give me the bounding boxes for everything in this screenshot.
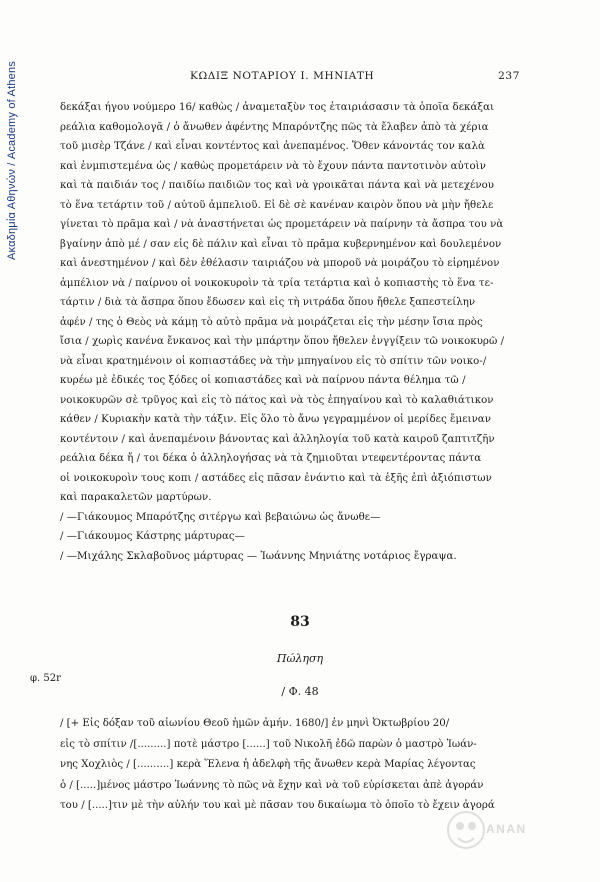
text-line: τὸ ἕνα τετάρτιν τοῦ / αὐτοῦ ἀμπελιοῦ. Εἰ δὲ σὲ κανέναν καιρὸν ὅπου νὰ μὴν ἤθελε xyxy=(60,199,494,211)
document-83-text xyxy=(60,714,530,817)
text-line: τάρτιν / διὰ τὰ ἄσπρα ὅπου ἔδωσεν καὶ εἰς τὴ νιτράδα ὅπου ἤθελε ξαπεστείλην xyxy=(60,297,476,308)
text-line: ρεάλια καθομολογᾶ / ὁ ἄνωθεν ἀφέντης Μπαρόντζης πῶς τὰ ἔλαβεν ἀπὸ τὰ χέρια xyxy=(60,121,489,133)
text-line: τοῦ μισὲρ Τζάνε / καὶ εἶναι κοντέντος καὶ ἀνεπαμένος. Ὅθεν κάνοντάς τον καλὰ xyxy=(60,141,485,152)
text-line: γίνεται τὸ πρᾶμα καὶ / νὰ ἀναστήνεται ὡς προμετάρειν νὰ παίρνην τὰ ἄσπρα του νὰ xyxy=(60,219,504,230)
document-title: Πώληση xyxy=(276,652,324,665)
watermark-text: ANAN xyxy=(486,822,527,836)
text-line: νὰ εἶναι κρατημένοιν οἱ κοπιαστάδες νὰ τὴν μπηγαίνου εἰς τὸ σπίτιν τῶν νοικο-/ xyxy=(60,355,487,367)
text-line: ὁ / [.....]μένος μάστρο Ἰωάννης τὸ πῶς νὰ ἔχην καὶ νὰ τοῦ εὑρίσκεται ἀπὲ ἀγοράν xyxy=(60,779,484,791)
folio-margin-note: φ. 52r xyxy=(30,673,61,684)
page-number: 237 xyxy=(498,70,520,82)
signature-line: / —Μιχάλης Σκλαβοῦνος μάρτυρας — Ἰωάννης Μηνιάτης νοτάριος ἔγραψα. xyxy=(60,550,457,562)
text-line: καὶ ἐνμπιστεμένα ὡς / καθὼς προμετάρειν νὰ τὸ ἔχουν πάντα παντοτινὸν αὐτοὶν xyxy=(60,160,486,172)
text-line: καὶ τὰ παιδιάν τος / παιδίω παιδιῶν τος καὶ νὰ γροικᾶται πάντα καὶ νὰ μετεχένου xyxy=(60,180,495,191)
watermark-logo xyxy=(446,808,570,852)
text-line: κοντέντοιν / καὶ ἀνεπαμένοιν βάνοντας καὶ ἀλληλογία τοῦ κατὰ καιροῦ ζαπτιτζῆν xyxy=(60,433,495,445)
archive-side-label: Ακαδημία Αθηνών / Academy of Athens xyxy=(6,60,18,260)
running-title: ΚΩΔΙΞ ΝΟΤΑΡΙΟΥ Ι. ΜΗΝΙΑΤΗ xyxy=(190,70,375,82)
document-82-text xyxy=(60,98,530,566)
text-line: ρεάλια δέκα ἤ / τοι δέκα ὁ ἀλληλογήσας νὰ τὰ ζημιοῦται ντεφεντέροντας πάντα xyxy=(60,453,482,464)
text-line: κάθεν / Κυριακὴν κατὰ τὴν τάξιν. Εἰς ὅλο τὸ ἄνω γεγραμμένον οἱ μερίδες ἔμειναν xyxy=(60,414,491,425)
owl-emblem-icon xyxy=(446,808,486,852)
document-number: 83 xyxy=(290,614,310,630)
text-line: δεκάξαι ήγου νούμερο 16/ καθὼς / ἀναμεταξὺν τος ἐταιριάσασιν τὰ ὁποῖα δεκάξαι xyxy=(60,102,495,113)
text-line: / [+ Εἰς δόξαν τοῦ αἰωνίου Θεοῦ ἡμῶν ἀμήν. 1680/] ἐν μηνὶ Ὀκτωβρίου 20/ xyxy=(60,718,450,729)
text-line: ἀφέν / της ὁ Θεὸς νὰ κάμῃ τὸ αὐτὸ πρᾶμα νὰ μοιράζεται εἰς τὴν μέσην ἴσια πρὸς xyxy=(60,316,483,328)
text-line: οἱ νοικοκυροὶν τους κοπι / αστάδες εἰς πᾶσαν ἐνάντιο καὶ τὰ ἑξῆς ἐπὶ ἀξιόπιστων xyxy=(60,472,492,484)
text-line: καὶ παρακαλετῶν μαρτύρων. xyxy=(60,492,212,503)
text-line: καὶ ἀνεστημένον / καὶ δὲν ἐθέλασιν ταιριάζου νὰ μποροῦ νὰ μοιράζου τὸ εἰρημένον xyxy=(60,258,500,269)
text-line: νοικοκυρῶν σὲ τρῦγος καὶ εἰς τὸ πάτος καὶ νὰ τὸς ἐπηγαίνου καὶ τὸ καλαθιάτικον xyxy=(60,394,494,406)
signature-line: / —Γιάκουμος Κάστρης μάρτυρας— xyxy=(60,531,245,542)
signature-line: / —Γιάκουμος Μπαρότζης σιτέργω καὶ βεβαιώνω ὡς ἄνωθε— xyxy=(60,511,381,523)
text-line: κυρέω μὲ ἐδικές τος ξόδες οἱ κοπιαστάδες καὶ νὰ παίρνου πάντα θέλημα τῶ / xyxy=(60,375,466,386)
text-line: νης Χοχλιὸς / [..........] κερὰ Ἕλενα ἡ ἀδελφὴ τῆς ἄνωθεν κερὰ Μαρίας λέγοντας xyxy=(60,759,476,770)
folio-reference: / Φ. 48 xyxy=(281,685,319,698)
text-line: βγαίνην ἀπὸ μέ / σαν εἰς δὲ πάλιν καὶ εἶναι τὸ πρᾶμα κυβερνημένον καὶ δουλεμένον xyxy=(60,238,502,250)
text-line: ἀμπέλιον νὰ / παίρνου οἱ νοικοκυροὶν τὰ τρία τετάρτια καὶ ὁ κοπιαστὴς τὸ ἕνα τε- xyxy=(60,277,494,289)
text-line: ἴσια / χωρὶς κανένα ἔνκανος καὶ τὴν μπάρτην ὅπου ἤθελεν ἐνγγίξειν τῶ νοικοκυρῶ / xyxy=(60,336,505,347)
text-line: εἰς τὸ σπίτιν /[.........] ποτὲ μάστρο [......] τοῦ Νικολῆ ἐδῶ παρὼν ὁ μαστρὸ Ἰωάν- xyxy=(60,738,477,750)
text-line: του / [.....]τιν μὲ τὴν αὐλήν του καὶ μὲ πᾶσαν του δικαίωμα τὸ ὁποῖο τὸ ἔχειν ἀγορά xyxy=(60,800,495,811)
